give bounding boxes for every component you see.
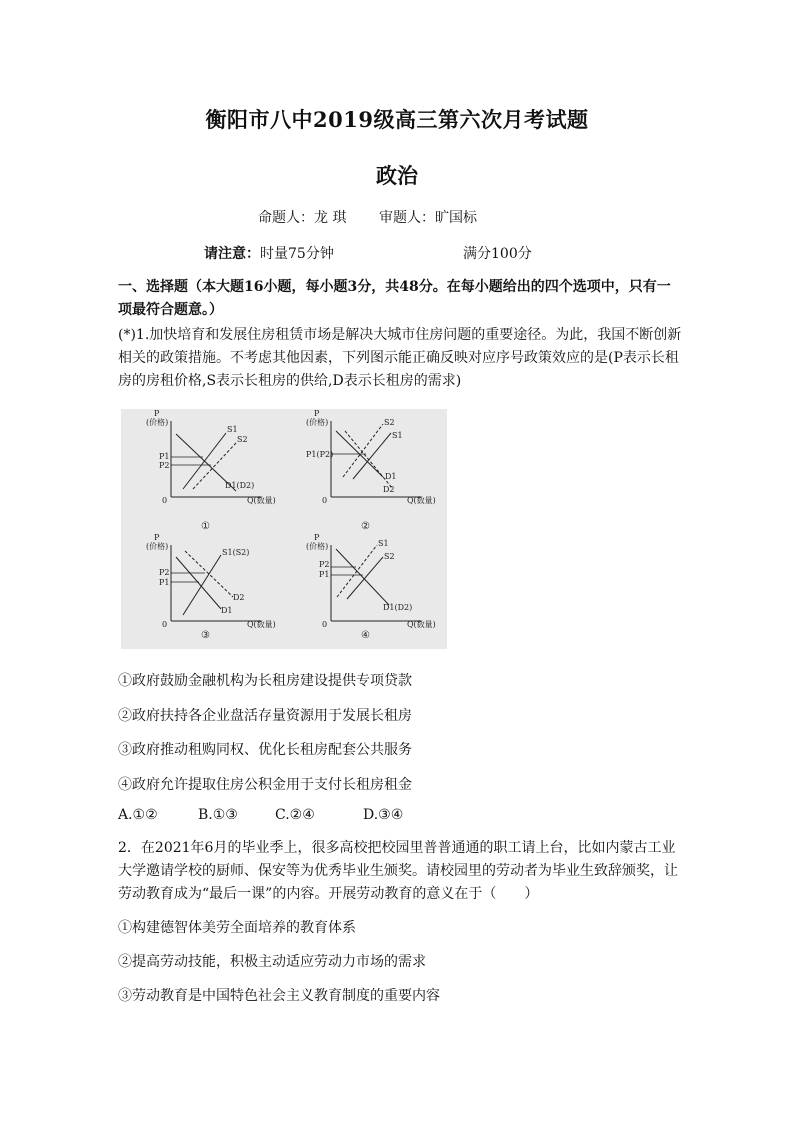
q1-option-2: ②政府扶持各企业盘活存量资源用于发展长租房	[118, 708, 412, 724]
graph-1-y-unit: (价格)	[146, 418, 169, 427]
q1-option-4: ④政府允许提取住房公积金用于支付长租房租金	[118, 777, 412, 793]
graph-1-origin: 0	[162, 496, 168, 505]
graph-3-y-axis: P	[154, 533, 160, 542]
graph-4-label-s1: S1	[378, 539, 389, 548]
graph-1-supply-s1	[183, 433, 226, 489]
graph-4-label-d: D1(D2)	[383, 603, 413, 612]
supply-demand-graphs	[121, 409, 447, 649]
graph-4-y-axis: P	[314, 533, 320, 542]
graph-2-label-s2: S2	[384, 418, 395, 427]
graph-2-origin: 0	[322, 496, 328, 505]
graph-3-origin: 0	[162, 620, 168, 629]
graph-3-supply	[183, 555, 221, 615]
graph-1	[146, 409, 276, 532]
graph-4-p2: P2	[319, 560, 330, 569]
exam-subject: 政治	[376, 163, 418, 188]
full-score: 满分100分	[463, 246, 532, 262]
graph-4	[306, 533, 436, 641]
graph-3-p2: P2	[159, 568, 170, 577]
graph-4-p1: P1	[319, 570, 330, 579]
graph-1-p1: P1	[159, 452, 170, 461]
graph-3-label-d2: D2	[233, 593, 245, 602]
q2-option-1: ①构建德智体美劳全面培养的教育体系	[118, 920, 356, 936]
graph-3-p1: P1	[159, 578, 170, 587]
graph-1-number: ①	[201, 521, 210, 532]
graph-2	[306, 409, 436, 532]
graph-4-x-axis: Q(数量)	[407, 620, 436, 629]
graph-1-y-axis: P	[154, 409, 160, 418]
q2-option-2: ②提高劳动技能，积极主动适应劳动力市场的需求	[118, 954, 426, 970]
graph-1-x-axis: Q(数量)	[247, 496, 276, 505]
graph-3-number: ③	[201, 630, 210, 641]
q1-figure	[121, 409, 447, 649]
question-reviewer: 审题人：旷国标	[379, 210, 477, 226]
choice-a[interactable]: A.①②	[118, 807, 158, 823]
q2-stem: 2．在2021年6月的毕业季上，很多高校把校园里普普通通的职工请上台，比如内蒙古工业大学邀请学校的厨师、保安等为优秀毕业生颁奖。请校园里的劳动者为毕业生致辞颁奖，让劳动教育成为“最后一课”的内容。开展劳动教育的意义在于（ ）	[118, 840, 678, 902]
choice-c[interactable]: C.②④	[275, 807, 315, 823]
graph-2-label-s1: S1	[392, 431, 403, 440]
graph-4-demand	[336, 549, 389, 605]
question-setter: 命题人：龙 琪	[258, 210, 347, 226]
graph-2-label-d1: D1	[385, 472, 397, 481]
q1-stem: (*)1.加快培育和发展住房租赁市场是解决大城市住房问题的重要途径。为此，我国不断创新相关的政策措施。不考虑其他因素，下列图示能正确反映对应序号政策效应的是(P表示长租房的房租价格,S表示长租房的供给,D表示长租房的需求)	[118, 327, 682, 389]
section-heading: 一、选择题（本大题16小题，每小题3分，共48分。在每小题给出的四个选项中，只有一项最符合题意。）	[118, 279, 671, 318]
graph-2-y-unit: (价格)	[306, 418, 329, 427]
graph-1-label-s1: S1	[227, 425, 238, 434]
graph-4-y-unit: (价格)	[306, 542, 329, 551]
q1-option-1: ①政府鼓励金融机构为长租房建设提供专项贷款	[118, 673, 412, 689]
graph-2-number: ②	[361, 521, 370, 532]
graph-3-x-axis: Q(数量)	[247, 620, 276, 629]
graph-3	[146, 533, 276, 641]
notice	[204, 243, 334, 263]
graph-1-label-s2: S2	[237, 435, 248, 444]
q1-option-3: ③政府推动租购同权、优化长租房配套公共服务	[118, 742, 412, 758]
exam-time: 时量75分钟	[260, 246, 334, 262]
exam-title: 衡阳市八中2019级高三第六次月考试题	[205, 107, 589, 132]
graph-3-y-unit: (价格)	[146, 542, 169, 551]
graph-3-label-d1: D1	[221, 606, 233, 615]
graph-4-label-s2: S2	[384, 552, 395, 561]
graph-2-x-axis: Q(数量)	[407, 496, 436, 505]
notice-label: 请注意：	[204, 246, 260, 262]
q2-option-3: ③劳动教育是中国特色社会主义教育制度的重要内容	[118, 988, 440, 1004]
graph-2-p1p2: P1(P2)	[306, 450, 334, 459]
graph-4-number: ④	[361, 630, 370, 641]
choice-b[interactable]: B.①③	[198, 807, 238, 823]
choice-d[interactable]: D.③④	[363, 807, 404, 823]
q1-choices	[118, 807, 403, 823]
graph-2-y-axis: P	[314, 409, 320, 418]
graph-4-origin: 0	[322, 620, 328, 629]
graph-2-label-d2: D2	[383, 485, 395, 494]
graph-1-p2: P2	[159, 461, 170, 470]
graph-1-label-d: D1(D2)	[225, 481, 255, 490]
graph-3-label-s: S1(S2)	[222, 548, 250, 557]
